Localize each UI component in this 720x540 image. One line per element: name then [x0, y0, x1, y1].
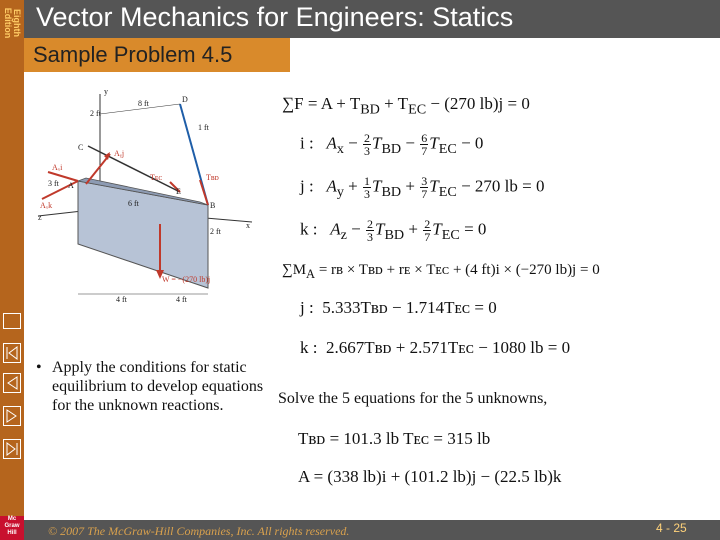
label-2ft: 2 ft	[90, 109, 101, 118]
label-y: y	[104, 87, 108, 96]
home-icon[interactable]	[3, 313, 21, 329]
i-component-equation: i : $A_x$ − $\frac{2}{3}$ $T_{BD}$ − $\frac{6}{7}$ $T_{EC} - 0$	[300, 131, 484, 158]
mcgraw-hill-logo: Mc Graw Hill	[0, 516, 24, 540]
label-Ax: Aₓi	[52, 163, 63, 172]
label-C: C	[78, 143, 84, 152]
solution-reaction-A: A = (338 lb)i + (101.2 lb)j − (22.5 lb)k	[298, 467, 562, 486]
label-4ft-b: 4 ft	[176, 295, 187, 304]
label-8ft: 8 ft	[138, 99, 149, 108]
label-Az: Aₓk	[40, 201, 53, 210]
label-3ft: 3 ft	[48, 179, 59, 188]
edition-label: Eighth Edition	[3, 7, 22, 39]
label-B: B	[210, 201, 216, 210]
last-slide-icon[interactable]	[3, 439, 21, 459]
sum-moments-equation: $\sum M_A$ = rʙ × Tʙᴅ + rᴇ × Tᴇᴄ + (4 ft)i × (−270 lb)j = 0	[282, 262, 600, 281]
label-E: E	[176, 187, 181, 196]
first-slide-icon[interactable]	[3, 343, 21, 363]
moment-j-equation: j : 5.333Tʙᴅ − 1.714Tᴇᴄ = 0	[300, 298, 497, 317]
label-W: W = −(270 lb)j	[162, 275, 211, 284]
label-TEC: Tᴇᴄ	[150, 173, 163, 182]
previous-slide-icon[interactable]	[3, 373, 21, 393]
j-component-equation: j : $A_y$ + $\frac{1}{3}$ $T_{BD}$ + $\frac{3}{7}$ $T_{EC} - 270$ lb = 0	[300, 174, 545, 201]
bullet-dot: •	[36, 359, 42, 376]
label-2ft-b: 2 ft	[210, 227, 221, 236]
bullet-point	[36, 358, 276, 415]
label-z: z	[38, 213, 42, 222]
label-TBD: Tʙᴅ	[206, 173, 219, 182]
label-1ft: 1 ft	[198, 123, 209, 132]
page-number: 4 - 25	[656, 521, 687, 535]
left-sidebar	[0, 0, 24, 540]
label-x: x	[246, 221, 250, 230]
page-title: Vector Mechanics for Engineers: Statics	[36, 2, 514, 32]
label-D: D	[182, 95, 188, 104]
label-A: A	[68, 181, 74, 190]
label-4ft-a: 4 ft	[116, 295, 127, 304]
copyright-text: © 2007 The McGraw-Hill Companies, Inc. All rights reserved.	[48, 524, 350, 538]
free-body-diagram	[30, 84, 270, 316]
moment-k-equation: k : 2.667Tʙᴅ + 2.571Tᴇᴄ − 1080 lb = 0	[300, 338, 571, 357]
k-component-equation: k : $A_z$ − $\frac{2}{3}$ $T_{BD}$ + $\frac{2}{7}$ $T_{EC} = 0$	[300, 217, 487, 244]
label-6ft: 6 ft	[128, 199, 139, 208]
sum-forces-equation: $\sum F = A + T_{BD} + T_{EC} - (270$ lb)j = 0	[282, 94, 530, 118]
next-slide-icon[interactable]	[3, 406, 21, 426]
label-Ay: Aᵧj	[114, 149, 125, 158]
solution-tensions: Tʙᴅ = 101.3 lb Tᴇᴄ = 315 lb	[298, 429, 491, 448]
slide-subtitle: Sample Problem 4.5	[33, 42, 233, 67]
bullet-text: Apply the conditions for static equilibrium to develop equations for the unknown reactions.	[52, 359, 264, 414]
solve-instruction: Solve the 5 equations for the 5 unknowns,	[278, 390, 548, 407]
